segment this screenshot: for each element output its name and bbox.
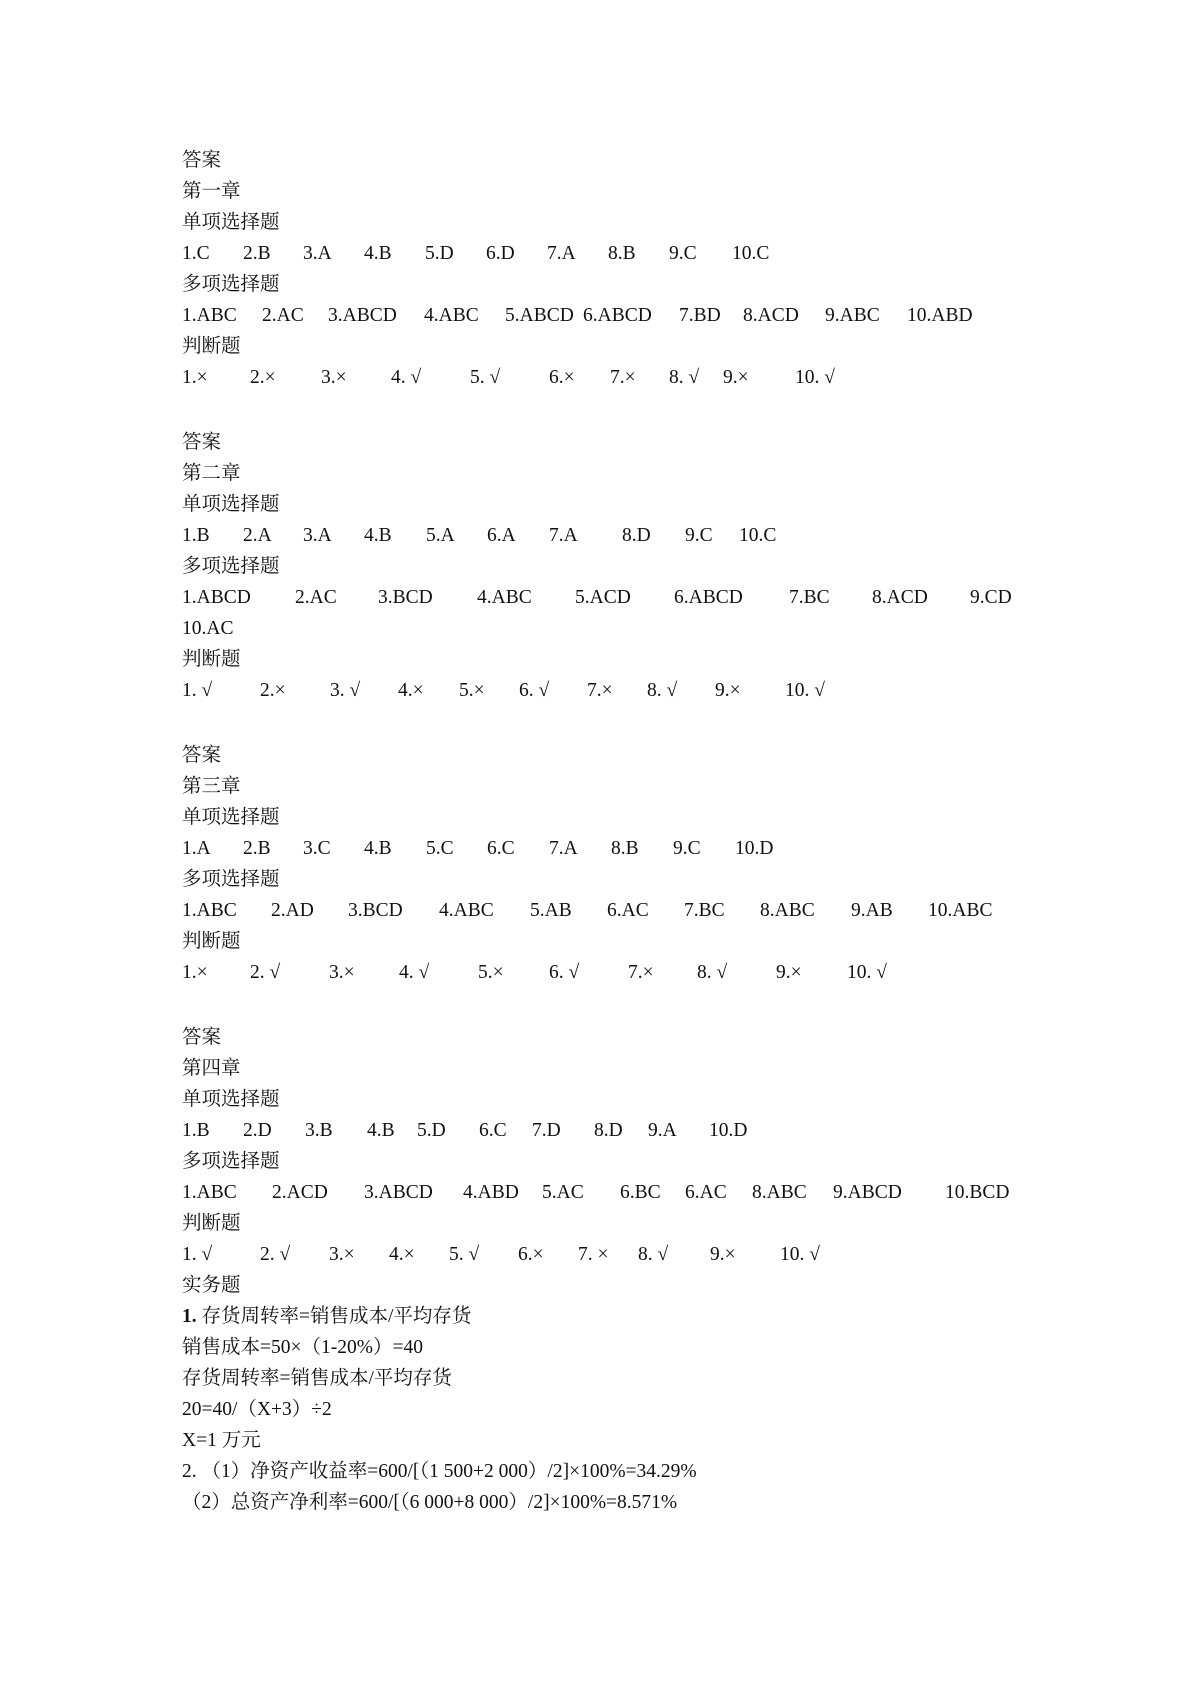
answer-item: 3.ABCD <box>364 1182 433 1203</box>
answer-item: 9.A <box>648 1120 677 1141</box>
section-label-practice: 实务题 <box>182 1275 241 1296</box>
answer-item: 1.B <box>182 525 210 546</box>
section-label-multi: 多项选择题 <box>182 556 280 577</box>
answer-item: 9.ABC <box>825 305 880 326</box>
answer-item: 7.A <box>549 838 578 859</box>
answer-item: 9.C <box>673 838 701 859</box>
answer-item: 1.ABC <box>182 305 237 326</box>
answer-item: 7.× <box>610 367 636 388</box>
answer-item: 8.B <box>611 838 639 859</box>
answer-item: 9.AB <box>851 900 893 921</box>
answer-item: 10. √ <box>785 680 825 701</box>
answer-item: 8.ACD <box>743 305 799 326</box>
answer-item: 6.ABCD <box>583 305 652 326</box>
answer-item: 4.ABC <box>439 900 494 921</box>
answer-item: 5.ACD <box>575 587 631 608</box>
answer-item: 6.C <box>487 838 515 859</box>
answer-item: 1. √ <box>182 680 213 701</box>
answer-item: 6.C <box>479 1120 507 1141</box>
answer-item: 8.B <box>608 243 636 264</box>
question-text: 存货周转率=销售成本/平均存货 <box>196 1306 472 1327</box>
answer-item: 6.× <box>518 1244 544 1265</box>
answer-item: 1.C <box>182 243 210 264</box>
answer-item: 5.D <box>425 243 454 264</box>
answer-item: 7.D <box>532 1120 561 1141</box>
answer-item: 10. √ <box>795 367 835 388</box>
answer-item: 5.D <box>417 1120 446 1141</box>
question-number: 1. <box>182 1306 197 1327</box>
multi-answers-overflow: 10.AC <box>182 618 234 639</box>
section-label-single: 单项选择题 <box>182 494 280 515</box>
chapter-title: 第三章 <box>182 776 241 797</box>
answer-item: 9.C <box>685 525 713 546</box>
answer-item: 6.ABCD <box>674 587 743 608</box>
answer-item: 1.B <box>182 1120 210 1141</box>
answer-item: 8.D <box>622 525 651 546</box>
answer-item: 10.C <box>739 525 777 546</box>
answer-item: 9.× <box>776 962 802 983</box>
answer-item: 4.× <box>398 680 424 701</box>
answer-item: 6.AC <box>607 900 649 921</box>
answer-item: 4. √ <box>391 367 422 388</box>
answer-item: 7.× <box>587 680 613 701</box>
answer-item: 7. × <box>578 1244 609 1265</box>
answer-item: 3.C <box>303 838 331 859</box>
answer-item: 8. √ <box>638 1244 669 1265</box>
practice-line: 2. （1）净资产收益率=600/[（1 500+2 000）/2]×100%=34.29% <box>182 1461 697 1482</box>
answer-item: 2. √ <box>260 1244 291 1265</box>
section-label-single: 单项选择题 <box>182 807 280 828</box>
answer-item: 6. √ <box>549 962 580 983</box>
answer-item: 4.B <box>364 243 392 264</box>
answer-item: 2.A <box>243 525 272 546</box>
answer-item: 8.ABC <box>752 1182 807 1203</box>
answer-item: 3.BCD <box>378 587 433 608</box>
answer-item: 1.ABC <box>182 1182 237 1203</box>
section-label-judge: 判断题 <box>182 1213 241 1234</box>
answer-item: 9.× <box>715 680 741 701</box>
answer-item: 7.× <box>628 962 654 983</box>
answer-item: 3.ABCD <box>328 305 397 326</box>
answer-item: 7.A <box>547 243 576 264</box>
chapter-title: 第一章 <box>182 181 241 202</box>
answer-item: 7.A <box>549 525 578 546</box>
answer-item: 1.ABCD <box>182 587 251 608</box>
answer-item: 5. √ <box>470 367 501 388</box>
answer-item: 6.BC <box>620 1182 661 1203</box>
answer-item: 5.× <box>459 680 485 701</box>
answer-item: 2.AC <box>295 587 337 608</box>
answer-item: 3.BCD <box>348 900 403 921</box>
answer-item: 8. √ <box>697 962 728 983</box>
answer-item: 10.D <box>735 838 774 859</box>
answer-item: 3.× <box>329 962 355 983</box>
answer-item: 2.AC <box>262 305 304 326</box>
answer-item: 2.× <box>250 367 276 388</box>
answer-item: 9.ABCD <box>833 1182 902 1203</box>
answer-heading: 答案 <box>182 432 222 453</box>
answer-item: 10.ABD <box>907 305 973 326</box>
answer-item: 1.× <box>182 962 208 983</box>
answer-heading: 答案 <box>182 150 222 171</box>
answer-item: 2. √ <box>250 962 281 983</box>
answer-item: 10.D <box>709 1120 748 1141</box>
practice-line: 20=40/（X+3）÷2 <box>182 1399 332 1420</box>
section-label-multi: 多项选择题 <box>182 869 280 890</box>
answer-item: 8.ABC <box>760 900 815 921</box>
answer-heading: 答案 <box>182 1027 222 1048</box>
answer-item: 6.D <box>486 243 515 264</box>
answer-item: 1.ABC <box>182 900 237 921</box>
answer-item: 3.B <box>305 1120 333 1141</box>
answer-item: 4.ABC <box>477 587 532 608</box>
answer-item: 5.C <box>426 838 454 859</box>
answer-item: 9.× <box>723 367 749 388</box>
section-label-multi: 多项选择题 <box>182 274 280 295</box>
chapter-title: 第四章 <box>182 1058 241 1079</box>
answer-item: 8.ACD <box>872 587 928 608</box>
answer-item: 3.A <box>303 525 332 546</box>
answer-item: 4.ABC <box>424 305 479 326</box>
answer-item: 2.ACD <box>272 1182 328 1203</box>
answer-item: 10. √ <box>780 1244 820 1265</box>
practice-line: 存货周转率=销售成本/平均存货 <box>182 1368 452 1389</box>
section-label-judge: 判断题 <box>182 931 241 952</box>
answer-item: 10.BCD <box>945 1182 1010 1203</box>
answer-item: 3.× <box>329 1244 355 1265</box>
answer-item: 1.A <box>182 838 211 859</box>
answer-item: 10.ABC <box>928 900 993 921</box>
answer-item: 9.CD <box>970 587 1012 608</box>
section-label-single: 单项选择题 <box>182 1089 280 1110</box>
practice-line: X=1 万元 <box>182 1430 261 1451</box>
answer-item: 5.AB <box>530 900 572 921</box>
answer-item: 2.AD <box>271 900 314 921</box>
answer-item: 3.× <box>321 367 347 388</box>
answer-item: 1. √ <box>182 1244 213 1265</box>
answer-item: 4.ABD <box>463 1182 519 1203</box>
answer-item: 10.C <box>732 243 770 264</box>
section-label-multi: 多项选择题 <box>182 1151 280 1172</box>
answer-item: 8. √ <box>647 680 678 701</box>
answer-item: 6.AC <box>685 1182 727 1203</box>
answer-item: 4. √ <box>399 962 430 983</box>
answer-item: 7.BC <box>684 900 725 921</box>
chapter-title: 第二章 <box>182 463 241 484</box>
answer-item: 3.A <box>303 243 332 264</box>
answer-item: 8. √ <box>669 367 700 388</box>
answer-item: 2.D <box>243 1120 272 1141</box>
answer-item: 5.× <box>478 962 504 983</box>
answer-item: 5.AC <box>542 1182 584 1203</box>
answer-heading: 答案 <box>182 745 222 766</box>
answer-item: 2.× <box>260 680 286 701</box>
answer-item: 4.B <box>364 525 392 546</box>
answer-item: 2.B <box>243 838 271 859</box>
section-label-single: 单项选择题 <box>182 212 280 233</box>
answer-item: 9.× <box>710 1244 736 1265</box>
section-label-judge: 判断题 <box>182 649 241 670</box>
practice-line: 销售成本=50×（1-20%）=40 <box>182 1337 423 1358</box>
answer-item: 8.D <box>594 1120 623 1141</box>
answer-item: 6.A <box>487 525 516 546</box>
practice-line <box>182 1302 471 1332</box>
section-label-judge: 判断题 <box>182 336 241 357</box>
answer-item: 7.BC <box>789 587 830 608</box>
answer-item: 4.B <box>364 838 392 859</box>
answer-item: 3. √ <box>330 680 361 701</box>
practice-line: （2）总资产净利率=600/[（6 000+8 000）/2]×100%=8.571% <box>182 1492 678 1513</box>
answer-item: 10. √ <box>847 962 887 983</box>
answer-item: 4.× <box>389 1244 415 1265</box>
answer-item: 6. √ <box>519 680 550 701</box>
answer-item: 4.B <box>367 1120 395 1141</box>
answer-item: 1.× <box>182 367 208 388</box>
answer-item: 5. √ <box>449 1244 480 1265</box>
answer-item: 5.ABCD <box>505 305 574 326</box>
answer-item: 9.C <box>669 243 697 264</box>
answer-item: 2.B <box>243 243 271 264</box>
answer-item: 7.BD <box>679 305 721 326</box>
answer-item: 5.A <box>426 525 455 546</box>
answer-item: 6.× <box>549 367 575 388</box>
